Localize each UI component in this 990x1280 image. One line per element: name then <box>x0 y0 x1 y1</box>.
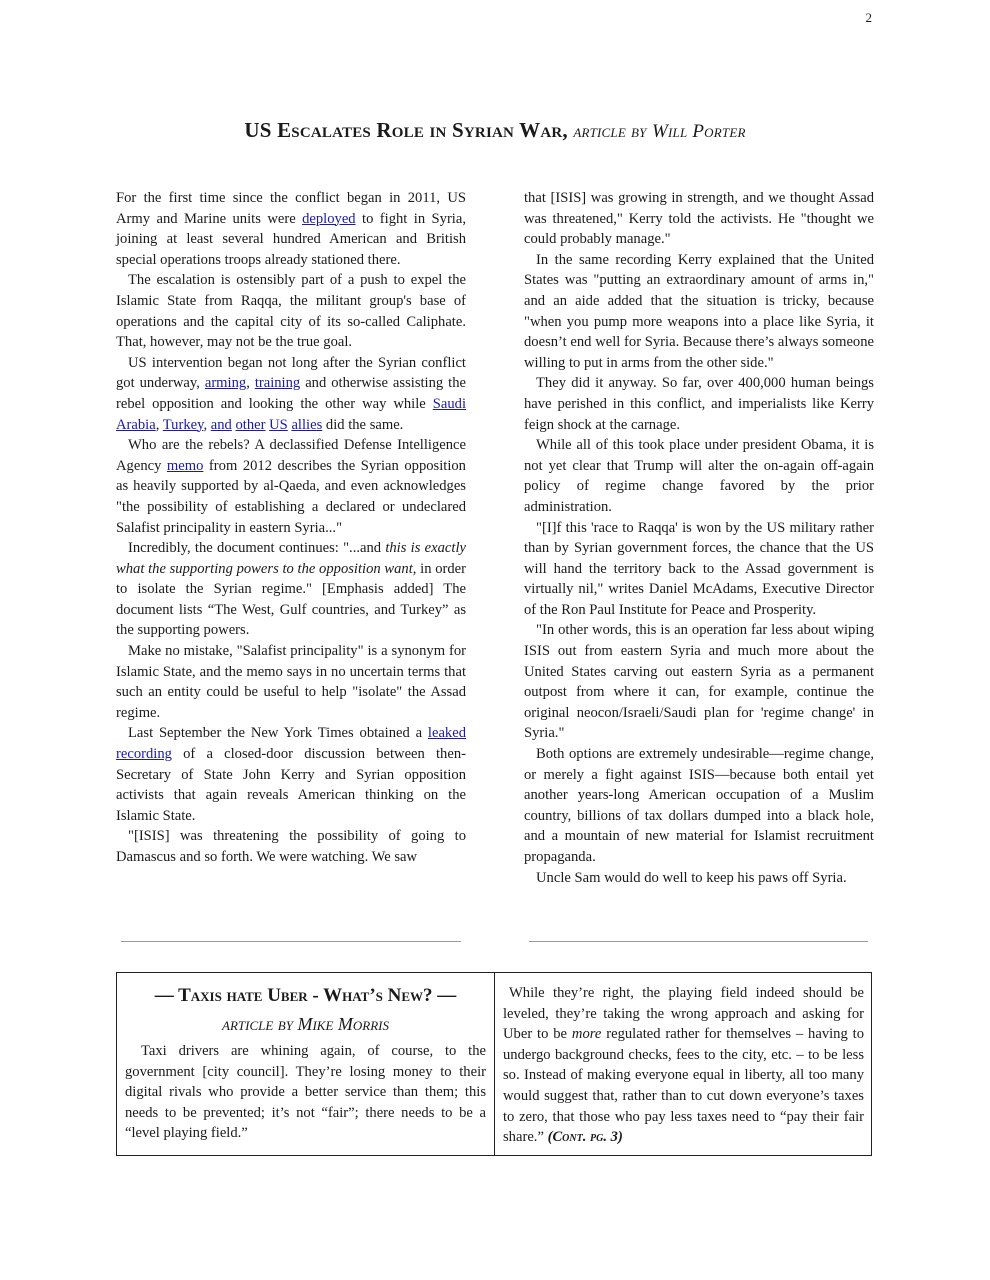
recording-link[interactable]: recording <box>116 746 172 763</box>
sidebar-author: Mike Morris <box>297 1014 389 1034</box>
arabia-link[interactable]: Arabia <box>116 416 156 433</box>
paragraph: "In other words, this is an operation far less about wiping ISIS out from eastern Syria and much more about the United States carving out eastern Syria as a permanent outpost from where it can, for example, continue the original neocon/Israeli/Saudi plan for 'regime change' in Syria." <box>524 622 874 742</box>
sidebar-article-box <box>116 972 872 1156</box>
text: Incredibly, the document continues: "...and <box>128 540 386 557</box>
article-title <box>0 118 990 143</box>
article-byline-label: article by <box>573 121 647 142</box>
emphasis-text: this is exactly what the supporting powers to the opposition want <box>116 540 466 577</box>
sidebar-paragraph: Taxi drivers are whining again, of course, to the government [city council]. They’re losing money to their digital rivals who provide a better service than them; this needs to be prevented; it’s not “fair”; there needs to be a “level playing field.” <box>125 1043 486 1142</box>
text: to fight in Syria, joining at least several hundred American and British special operations troops already stationed there. <box>116 210 466 268</box>
article-left-column <box>116 188 466 868</box>
memo-link[interactable]: memo <box>166 457 204 474</box>
column-divider-rule <box>121 941 461 942</box>
saudi-link[interactable]: Saudi <box>432 395 466 412</box>
article-author: Will Porter <box>651 121 746 142</box>
text: Last September the New York Times obtained a <box>128 725 428 742</box>
sidebar-right-column <box>503 983 864 1148</box>
column-divider-rule <box>529 941 868 942</box>
us-link[interactable]: US <box>269 416 288 433</box>
paragraph <box>116 188 466 270</box>
text: US intervention began not long after the Syrian conflict got underway, <box>116 354 466 392</box>
text: from 2012 describes the Syrian opposition as heavily supported by al-Qaeda, and even acknowledges "the possibility of establishing a declared or undeclared Salafist principality in eastern Syria..." <box>116 457 466 536</box>
continued-note: (Cont. pg. 3) <box>547 1129 623 1146</box>
emphasis-text: more <box>571 1026 602 1043</box>
arming-link[interactable]: arming <box>204 375 247 392</box>
and-link[interactable]: and <box>210 416 232 433</box>
text: , <box>155 416 163 433</box>
paragraph: "[I]f this 'race to Raqqa' is won by the US military rather than by Syrian government forces, the chance that the US will hand the territory back to the Assad government is virtually nil," writes Daniel McAdams, Executive Director of the Ron Paul Institute for Peace and Prosperity. <box>524 519 874 618</box>
turkey-link[interactable]: Turkey <box>162 416 204 433</box>
text: , <box>203 416 211 433</box>
paragraph: Make no mistake, "Salafist principality" is a synonym for Islamic State, and the memo says in no uncertain terms that such an entity could be useful to help "isolate" the Assad regime. <box>116 643 466 721</box>
deployed-link[interactable]: deployed <box>302 210 356 227</box>
text: regulated rather for themselves – having to undergo background checks, fees to the city, etc. – to be less so. Instead of making everyone equal in liberty, all too many would suggest that, rather than to cut down everyone’s taxes to zero, that those who pay less taxes need to “pay their fair share.” <box>503 1026 864 1146</box>
sidebar-article-title: — Taxis hate Uber - What’s New? — <box>154 985 457 1006</box>
leaked-link[interactable]: leaked <box>427 725 466 742</box>
paragraph: The escalation is ostensibly part of a push to expel the Islamic State from Raqqa, the militant group's base of operations and the capital city of its so-called Caliphate. That, however, may not be the true goal. <box>116 272 466 351</box>
paragraph: Both options are extremely undesirable—regime change, or merely a fight against ISIS—because both entail yet another years-long American occupation of a Muslim country, billions of tax dollars dumped into a black hole, and a mountain of new material for Islamist recruitment propaganda. <box>524 746 874 865</box>
text: and otherwise assisting the rebel opposition and looking the other way while <box>116 375 467 412</box>
paragraph <box>116 723 466 826</box>
training-link[interactable]: training <box>254 375 301 392</box>
paragraph <box>116 435 466 538</box>
paragraph <box>116 538 466 641</box>
other-link[interactable]: other <box>235 416 266 433</box>
paragraph: In the same recording Kerry explained that the United States was "putting an extraordinary amount of arms in," and an aide added that the situation is tricky, because "when you pump more weapons into a place like Syria, it doesn’t end well for Syria. Because there’s always someone willing to put in arms from the other side." <box>524 251 874 371</box>
paragraph: Uncle Sam would do well to keep his paws off Syria. <box>536 869 847 886</box>
box-divider <box>494 973 495 1155</box>
text: While they’re right, the playing field indeed should be leveled, they’re taking the wrong approach and asking for Uber to be <box>503 985 864 1043</box>
sidebar-byline-label: article by <box>222 1014 293 1034</box>
paragraph: "[ISIS] was threatening the possibility of going to Damascus and so forth. We were watching. We saw <box>116 828 466 865</box>
text: , <box>246 375 255 392</box>
sidebar-article-byline <box>125 1009 486 1039</box>
paragraph: that [ISIS] was growing in strength, and we thought Assad was threatened," Kerry told the activists. He "thought we could probably manage." <box>524 190 874 248</box>
allies-link[interactable]: allies <box>291 416 323 433</box>
paragraph <box>116 353 466 435</box>
article-right-column <box>524 188 874 888</box>
text: Who are the rebels? A declassified Defense Intelligence Agency <box>116 437 466 474</box>
paragraph: While all of this took place under president Obama, it is not yet clear that Trump will alter the on-again off-again policy of regime change favored by the prior administration. <box>524 437 874 515</box>
page-number: 2 <box>865 10 872 25</box>
text: , in order to isolate the Syrian regime." [Emphasis added] The document lists “The West, Gulf countries, and Turkey” as the supporting powers. <box>116 560 466 639</box>
sidebar-left-column <box>125 983 486 1144</box>
article-headline: US Escalates Role in Syrian War, <box>244 118 568 142</box>
paragraph: They did it anyway. So far, over 400,000 human beings have perished in this conflict, and imperialists like Kerry feign shock at the carnage. <box>524 375 874 433</box>
text: For the first time since the conflict began in 2011, US Army and Marine units were <box>116 190 466 227</box>
sidebar-paragraph <box>503 983 864 1148</box>
text: did the same. <box>322 416 404 433</box>
text: of a closed-door discussion between then-Secretary of State John Kerry and Syrian opposition activists that again reveals American thinking on the Islamic State. <box>116 746 466 824</box>
